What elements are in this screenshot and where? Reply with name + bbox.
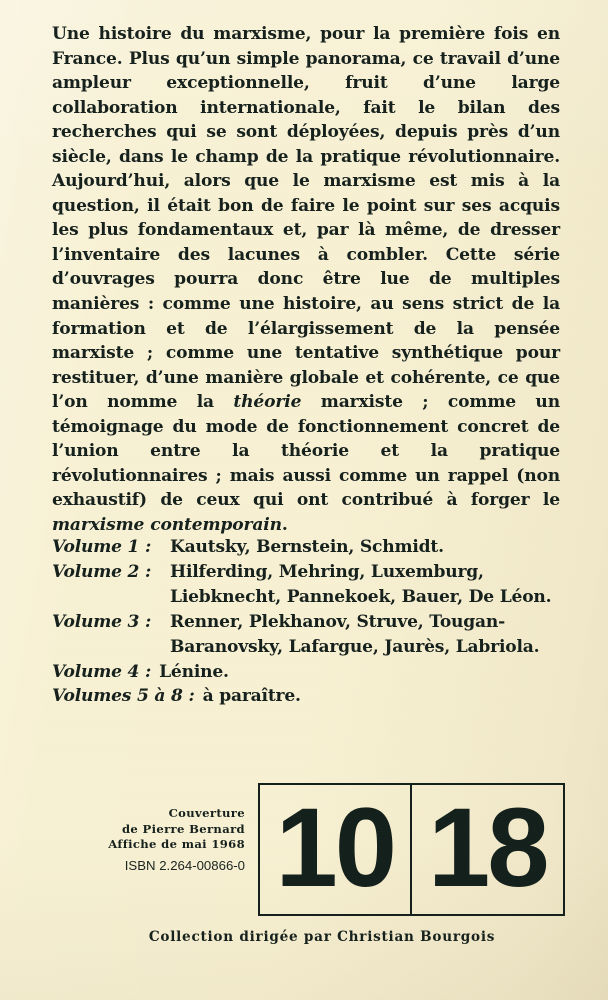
blurb-italic-marxisme-contemporain: marxisme contemporain bbox=[52, 514, 282, 535]
publisher-logo bbox=[258, 783, 565, 916]
cover-credit bbox=[40, 806, 245, 853]
collection-tagline: Collection dirigée par Christian Bourgois bbox=[148, 929, 496, 945]
volume-row bbox=[52, 660, 572, 685]
volume-label: Volume 3 : bbox=[52, 611, 152, 632]
volume-row bbox=[52, 535, 572, 560]
blurb-paragraph bbox=[52, 22, 560, 537]
volume-label: Volumes 5 à 8 : bbox=[52, 686, 195, 707]
volume-list bbox=[52, 535, 572, 709]
volume-row bbox=[52, 684, 572, 709]
volume-label: Volume 2 : bbox=[52, 561, 152, 582]
credit-line-3: Affiche de mai 1968 bbox=[108, 837, 245, 852]
volume-authors: Renner, Plekhanov, Struve, Tougan-Baranovsky, Lafargue, Jaurès, Labriola. bbox=[170, 611, 540, 657]
blurb-italic-theorie: théorie bbox=[233, 392, 302, 413]
volume-row bbox=[52, 560, 572, 610]
volume-authors: à paraître. bbox=[202, 686, 301, 707]
credit-line-1: Couverture bbox=[168, 806, 245, 820]
volume-authors: Kautsky, Bernstein, Schmidt. bbox=[170, 537, 444, 557]
logo-digit-18: 18 bbox=[427, 784, 547, 910]
volume-label: Volume 1 : bbox=[52, 537, 152, 557]
logo-digit-10: 10 bbox=[260, 785, 412, 914]
isbn-number: ISBN 2.264-00866-0 bbox=[124, 858, 245, 873]
volume-row bbox=[52, 610, 572, 660]
blurb-text-part-3: . bbox=[281, 514, 288, 535]
blurb-text-part-1: Une histoire du marxisme, pour la première fois en France. Plus qu’un simple panorama, ce travail d’une ampleur exceptionnelle, fruit d’une large collaboration internationale, fait le bilan des recherches qui se sont déployées, depuis près d’un siècle, dans le champ de la pratique révolutionnaire. Aujourd’hui, alors que le marxisme est mis à la question, il était bon de faire le point sur ses acquis les plus fondamentaux et, par là même, de dresser l’inventaire des lacunes à combler. Cette série d’ouvrages pourra donc être lue de multiples manières : comme une histoire, au sens strict de la formation et de l’élargissement de la pensée marxiste ; comme une tentative synthétique pour restituer, d’une manière globale et cohérente, ce que l’on nomme la bbox=[52, 24, 560, 413]
volume-authors: Hilferding, Mehring, Luxemburg, Liebknecht, Pannekoek, Bauer, De Léon. bbox=[170, 561, 552, 607]
volume-label: Volume 4 : bbox=[52, 661, 152, 682]
volume-authors: Lénine. bbox=[159, 661, 229, 682]
blurb-text-part-2: marxiste ; comme un témoignage du mode de fonctionnement concret de l’union entre la théorie et la pratique révolutionnaires ; mais aussi comme un rappel (non exhaustif) de ceux qui ont contribué à forger le bbox=[52, 392, 560, 511]
credit-line-2: de Pierre Bernard bbox=[121, 821, 245, 836]
